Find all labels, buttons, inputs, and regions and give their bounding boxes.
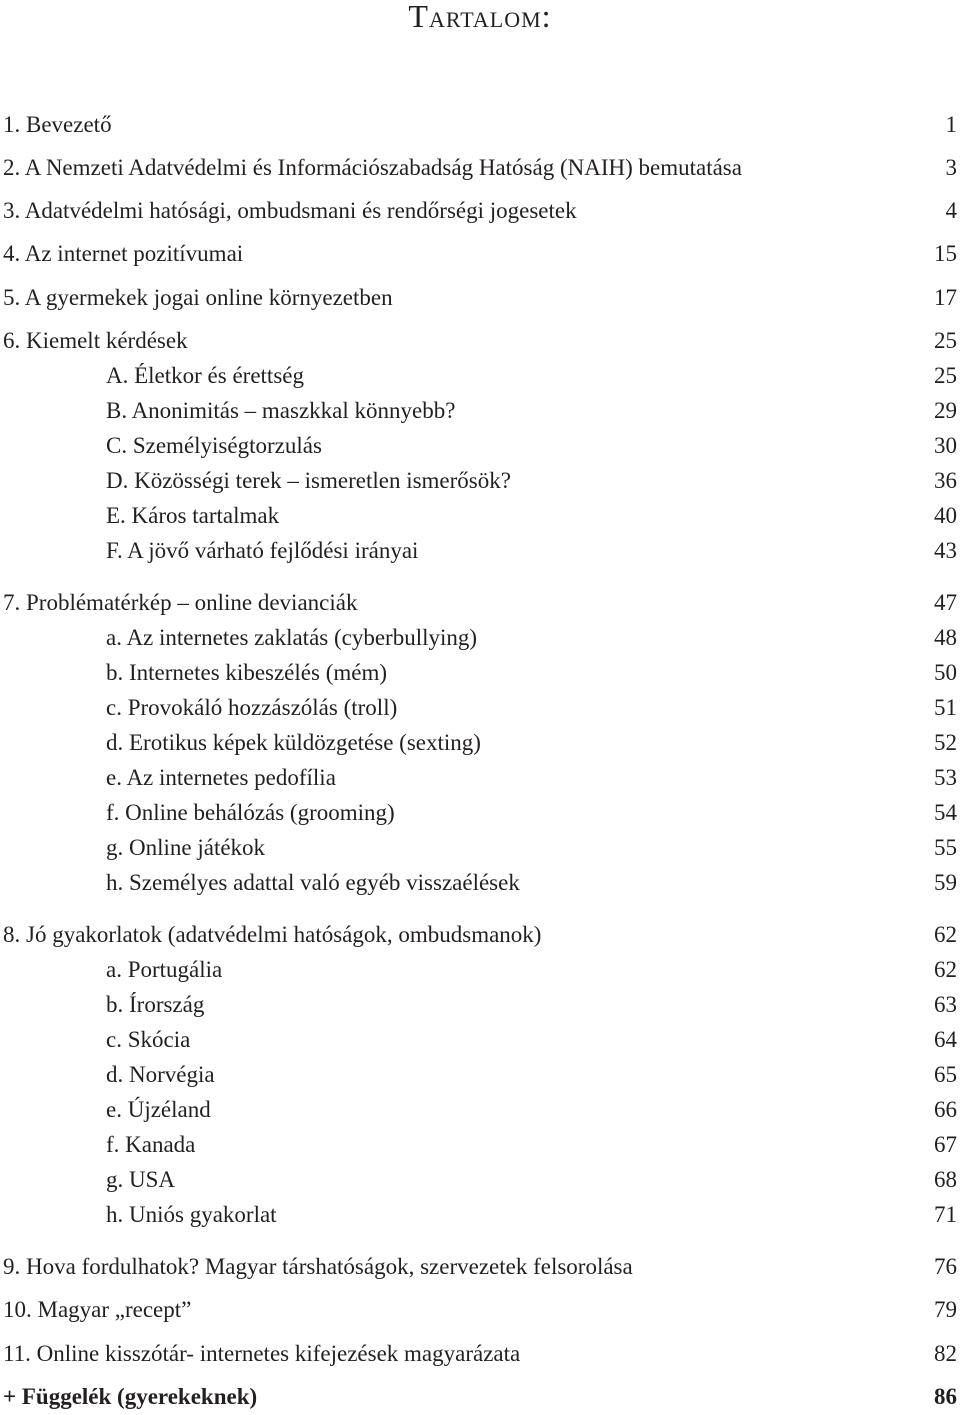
toc-entry-page: 3 — [945, 155, 957, 180]
toc-entry-page: 63 — [934, 992, 957, 1017]
toc-subentry-8d — [106, 1060, 957, 1090]
toc-entry-page: 82 — [934, 1341, 957, 1366]
toc-entry-page: 62 — [934, 957, 957, 982]
toc-subentry-8e — [106, 1095, 957, 1125]
toc-subentry-7a — [106, 623, 957, 653]
toc-subentry-8a — [106, 955, 957, 985]
toc-entry-page: 66 — [934, 1097, 957, 1122]
toc-subentry-7h — [106, 868, 957, 898]
toc-entry-page: 40 — [934, 503, 957, 528]
toc-entry-label: a. Portugália — [106, 957, 223, 982]
toc-entry-label: c. Skócia — [106, 1027, 191, 1052]
toc-entry-page: 67 — [934, 1132, 957, 1157]
page-title: Tartalom: — [408, 0, 552, 34]
toc-entry-label: 11. Online kisszótár- internetes kifejezések magyarázata — [3, 1341, 521, 1366]
toc-entry-page: 30 — [934, 433, 957, 458]
toc-subentry-8c — [106, 1025, 957, 1055]
toc-entry-page: 64 — [934, 1027, 957, 1052]
toc-entry-label: 4. Az internet pozitívumai — [3, 241, 244, 266]
toc-entry-label: b. Írország — [106, 992, 205, 1017]
toc-entry-label: 7. Problématérkép – online devianciák — [3, 590, 358, 615]
toc-subentry-8b — [106, 990, 957, 1020]
toc-entry-label: B. Anonimitás – maszkkal könnyebb? — [106, 398, 456, 423]
toc-entry-label: 10. Magyar „recept” — [3, 1297, 192, 1322]
toc-entry-page: 25 — [934, 363, 957, 388]
toc-entry-label: g. USA — [106, 1167, 176, 1192]
toc-entry-page: 50 — [934, 660, 957, 685]
toc-entry-label: b. Internetes kibeszélés (mém) — [106, 660, 387, 685]
toc-entry-page: 1 — [945, 112, 957, 137]
toc-entry-6 — [3, 326, 957, 356]
toc-entry-page: 71 — [934, 1202, 957, 1227]
toc-entry-page: 52 — [934, 730, 957, 755]
toc-entry-label: e. Az internetes pedofília — [106, 765, 336, 790]
toc-entry-label: 3. Adatvédelmi hatósági, ombudsmani és rendőrségi jogesetek — [3, 198, 577, 223]
toc-entry-page: 36 — [934, 468, 957, 493]
toc-entry-4 — [3, 239, 957, 269]
toc-entry-5 — [3, 283, 957, 313]
toc-entry-label: g. Online játékok — [106, 835, 266, 860]
toc-entry-label: f. Kanada — [106, 1132, 196, 1157]
toc-entry-page: 48 — [934, 625, 957, 650]
toc-entry-label: 6. Kiemelt kérdések — [3, 328, 188, 353]
toc-entry-11 — [3, 1339, 957, 1369]
toc-entry-page: 68 — [934, 1167, 957, 1192]
toc-entry-label: f. Online behálózás (grooming) — [106, 800, 395, 825]
toc-entry-page: 65 — [934, 1062, 957, 1087]
toc-subentry-7e — [106, 763, 957, 793]
toc-entry-7 — [3, 588, 957, 618]
toc-entry-label: + Függelék (gyerekeknek) — [3, 1384, 258, 1409]
toc-entry-label: d. Erotikus képek küldözgetése (sexting) — [106, 730, 481, 755]
toc-entry-label: h. Uniós gyakorlat — [106, 1202, 277, 1227]
toc-subentry-8h — [106, 1200, 957, 1230]
toc-entry-label: a. Az internetes zaklatás (cyberbullying) — [106, 625, 478, 650]
toc-entry-page: 62 — [934, 922, 957, 947]
toc-entry-label: C. Személyiségtorzulás — [106, 433, 322, 458]
toc-subentry-6b — [106, 396, 957, 426]
toc-subentry-6a — [106, 361, 957, 391]
toc-entry-page: 55 — [934, 835, 957, 860]
toc-subentry-6c — [106, 431, 957, 461]
toc-subentry-6d — [106, 466, 957, 496]
toc-entry-label: F. A jövő várható fejlődési irányai — [106, 538, 419, 563]
toc-entry-page: 79 — [934, 1297, 957, 1322]
toc-subentry-6f — [106, 536, 957, 566]
toc-subentry-7f — [106, 798, 957, 828]
toc-entry-page: 15 — [934, 241, 957, 266]
toc-entry-page: 17 — [934, 285, 957, 310]
toc-subentry-8f — [106, 1130, 957, 1160]
toc-entry-label: D. Közösségi terek – ismeretlen ismerősök? — [106, 468, 511, 493]
toc-entry-page: 51 — [934, 695, 957, 720]
toc-entry-page: 4 — [945, 198, 957, 223]
toc-entry-page: 25 — [934, 328, 957, 353]
toc-subentry-7d — [106, 728, 957, 758]
toc-entry-label: 8. Jó gyakorlatok (adatvédelmi hatóságok, ombudsmanok) — [3, 922, 542, 947]
toc-entry-page: 54 — [934, 800, 957, 825]
toc-entry-label: d. Norvégia — [106, 1062, 215, 1087]
toc-subentry-7c — [106, 693, 957, 723]
toc-subentry-7b — [106, 658, 957, 688]
toc-entry-label: E. Káros tartalmak — [106, 503, 280, 528]
toc-entry-label: h. Személyes adattal való egyéb visszaélések — [106, 870, 520, 895]
toc-entry-8 — [3, 920, 957, 950]
toc-entry-page: 53 — [934, 765, 957, 790]
toc-entry-2 — [3, 153, 957, 183]
toc-entry-label: A. Életkor és érettség — [106, 363, 304, 388]
toc-subentry-8g — [106, 1165, 957, 1195]
toc-entry-label: 1. Bevezető — [3, 112, 112, 137]
toc-entry-appendix — [3, 1382, 957, 1412]
toc-entry-page: 29 — [934, 398, 957, 423]
toc-entry-3 — [3, 196, 957, 226]
toc-entry-label: 9. Hova fordulhatok? Magyar társhatóságok, szervezetek felsorolása — [3, 1254, 633, 1279]
toc-entry-9 — [3, 1252, 957, 1282]
toc-subentry-7g — [106, 833, 957, 863]
toc-subentry-6e — [106, 501, 957, 531]
toc-entry-10 — [3, 1295, 957, 1325]
toc-entry-page: 86 — [934, 1384, 957, 1409]
toc-entry-label: 5. A gyermekek jogai online környezetben — [3, 285, 393, 310]
toc-entry-1 — [3, 110, 957, 140]
toc-entry-label: 2. A Nemzeti Adatvédelmi és Információszabadság Hatóság (NAIH) bemutatása — [3, 155, 742, 180]
toc-entry-page: 47 — [934, 590, 957, 615]
toc-entry-label: e. Újzéland — [106, 1097, 211, 1122]
toc-entry-page: 59 — [934, 870, 957, 895]
toc-entry-label: c. Provokáló hozzászólás (troll) — [106, 695, 398, 720]
toc-entry-page: 43 — [934, 538, 957, 563]
toc-entry-page: 76 — [934, 1254, 957, 1279]
